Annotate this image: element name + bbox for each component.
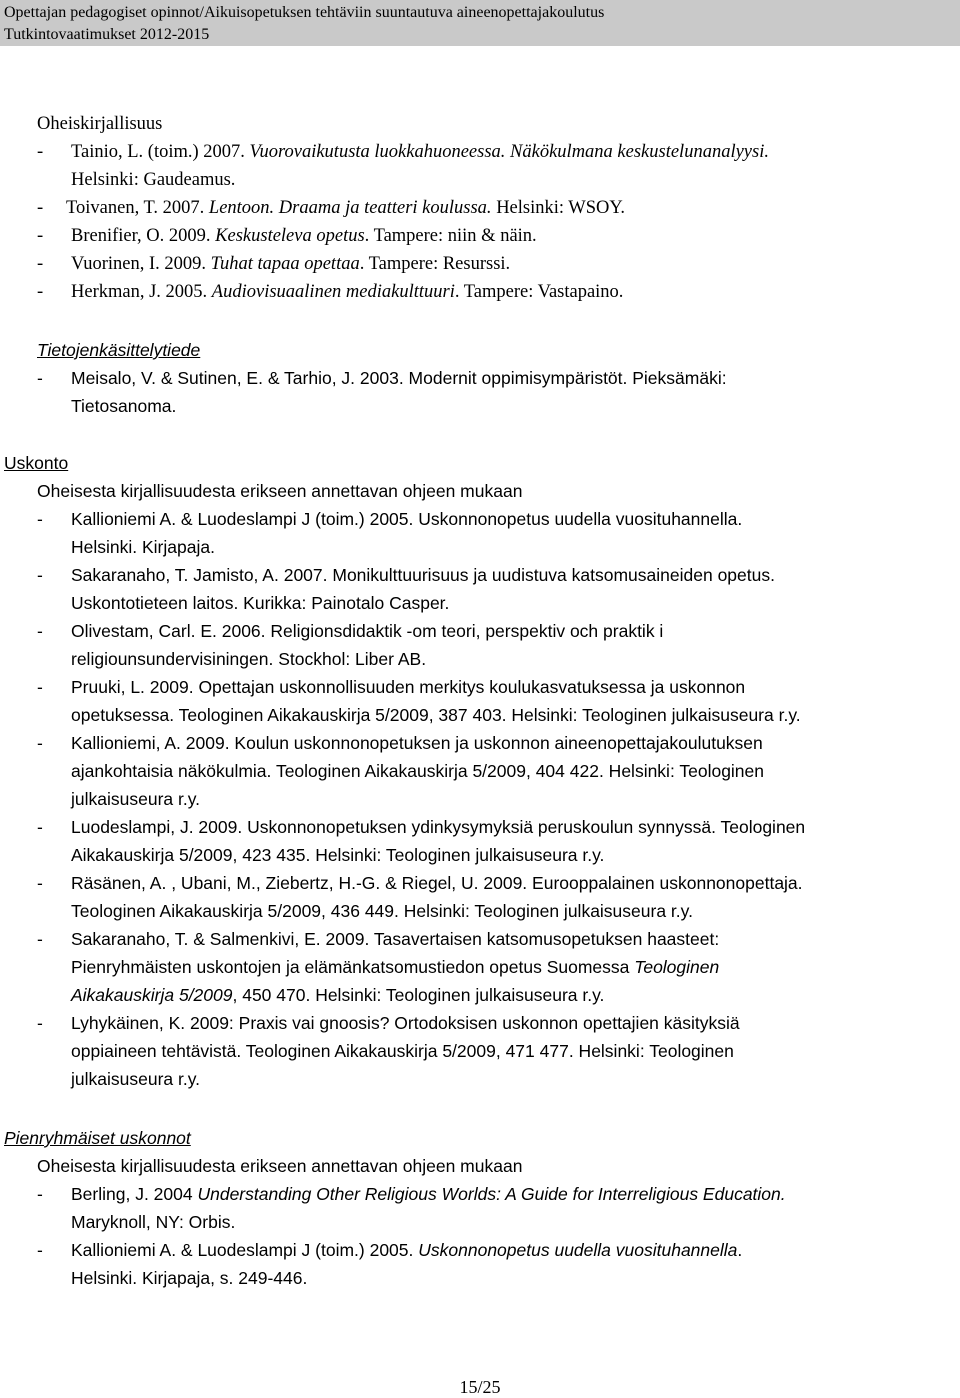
reference-vuorinen: Vuorinen, I. 2009. Tuhat tapaa opettaa. Tampere: Resurssi.: [71, 254, 511, 274]
reference-sakaranaho-jamisto-cont: Uskontotieteen laitos. Kurikka: Painotalo Casper.: [71, 593, 450, 613]
list-dash: -: [37, 873, 43, 893]
list-dash: -: [37, 368, 43, 388]
section-title-uskonto: Uskonto: [4, 453, 69, 473]
reference-toivanen: Toivanen, T. 2007. Lentoon. Draama ja teatteri koulussa. Helsinki: WSOY.: [66, 198, 626, 218]
pienryhma-intro: Oheisesta kirjallisuudesta erikseen annettavan ohjeen mukaan: [37, 1156, 523, 1176]
reference-tainio-publisher: Helsinki: Gaudeamus.: [71, 170, 236, 190]
reference-rasanen-cont: Teologinen Aikakauskirja 5/2009, 436 449. Helsinki: Teologinen julkaisuseura r.y.: [71, 901, 693, 921]
list-dash: -: [37, 817, 43, 837]
list-dash: -: [37, 1184, 43, 1204]
list-dash: -: [37, 509, 43, 529]
list-dash: -: [37, 565, 43, 585]
uskonto-intro: Oheisesta kirjallisuudesta erikseen annettavan ohjeen mukaan: [37, 481, 523, 501]
reference-kallioniemi-luodeslampi-cont: Helsinki. Kirjapaja.: [71, 537, 215, 557]
reference-sakaranaho-salmenkivi-cont: Pienryhmäisten uskontojen ja elämänkatsomustiedon opetus Suomessa Teologinen: [71, 957, 720, 977]
reference-pruuki-cont: opetuksessa. Teologinen Aikakauskirja 5/2009, 387 403. Helsinki: Teologinen julkaisuseura r.y.: [71, 705, 801, 725]
list-dash: -: [37, 621, 43, 641]
list-dash: -: [37, 1013, 43, 1033]
reference-olivestam: Olivestam, Carl. E. 2006. Religionsdidaktik -om teori, perspektiv och praktik i: [71, 621, 664, 641]
reference-kallioniemi-luodeslampi-2: Kallioniemi A. & Luodeslampi J (toim.) 2005. Uskonnonopetus uudella vuosituhannella.: [71, 1240, 743, 1260]
reference-tainio: Tainio, L. (toim.) 2007. Vuorovaikutusta luokkahuoneessa. Näkökulmana keskustelunanalyysi.: [71, 142, 769, 162]
reference-luodeslampi-cont: Aikakauskirja 5/2009, 423 435. Helsinki: Teologinen julkaisuseura r.y.: [71, 845, 605, 865]
section-title-pienryhmaiset-uskonnot: Pienryhmäiset uskonnot: [4, 1128, 191, 1148]
list-dash: -: [37, 254, 44, 274]
reference-sakaranaho-salmenkivi-cont2: Aikakauskirja 5/2009, 450 470. Helsinki: Teologinen julkaisuseura r.y.: [71, 985, 605, 1005]
list-dash: -: [37, 929, 43, 949]
reference-lyhykainen-cont: oppiaineen tehtävistä. Teologinen Aikakauskirja 5/2009, 471 477. Helsinki: Teologinen: [71, 1041, 734, 1061]
header-curriculum-years: Tutkintovaatimukset 2012-2015: [4, 26, 210, 43]
reference-sakaranaho-jamisto: Sakaranaho, T. Jamisto, A. 2007. Monikulttuurisuus ja uudistuva katsomusaineiden opetus.: [71, 565, 775, 585]
list-dash: -: [37, 226, 44, 246]
reference-kallioniemi-2009-cont: ajankohtaisia näkökulmia. Teologinen Aikakauskirja 5/2009, 404 422. Helsinki: Teologinen: [71, 761, 765, 781]
list-dash: -: [37, 1240, 43, 1260]
reference-berling-cont: Maryknoll, NY: Orbis.: [71, 1212, 236, 1232]
reference-pruuki: Pruuki, L. 2009. Opettajan uskonnollisuuden merkitys koulukasvatuksessa ja uskonnon: [71, 677, 746, 697]
page-number: 15/25: [459, 1377, 501, 1397]
reference-meisalo-publisher: Tietosanoma.: [71, 396, 177, 416]
reference-kallioniemi-2009: Kallioniemi, A. 2009. Koulun uskonnonopetuksen ja uskonnon aineenopettajakoulutuksen: [71, 733, 763, 753]
reference-meisalo: Meisalo, V. & Sutinen, E. & Tarhio, J. 2003. Modernit oppimisympäristöt. Pieksämäki:: [71, 368, 727, 388]
reference-herkman: Herkman, J. 2005. Audiovisuaalinen mediakulttuuri. Tampere: Vastapaino.: [71, 282, 624, 302]
list-dash: -: [37, 733, 43, 753]
header-program-title: Opettajan pedagogiset opinnot/Aikuisopetuksen tehtäviin suuntautuva aineenopettajakoulutus: [4, 4, 605, 21]
document-header: [0, 0, 960, 46]
reference-brenifier: Brenifier, O. 2009. Keskusteleva opetus. Tampere: niin & näin.: [71, 226, 537, 246]
reference-sakaranaho-salmenkivi: Sakaranaho, T. & Salmenkivi, E. 2009. Tasavertaisen katsomusopetuksen haasteet:: [71, 929, 720, 949]
list-dash: -: [37, 282, 44, 302]
reference-rasanen: Räsänen, A. , Ubani, M., Ziebertz, H.-G. & Riegel, U. 2009. Eurooppalainen uskonnonopettaja.: [71, 873, 803, 893]
reference-lyhykainen: Lyhykäinen, K. 2009: Praxis vai gnoosis? Ortodoksisen uskonnon opettajien käsityksiä: [71, 1013, 740, 1033]
list-dash: -: [37, 677, 43, 697]
section-title-tietojenkasittelytiede: Tietojenkäsittelytiede: [37, 340, 201, 360]
reference-lyhykainen-cont2: julkaisuseura r.y.: [71, 1069, 201, 1089]
section-title-oheiskirjallisuus: Oheiskirjallisuus: [37, 114, 163, 134]
list-dash: -: [37, 198, 44, 218]
reference-luodeslampi: Luodeslampi, J. 2009. Uskonnonopetuksen ydinkysymyksiä peruskoulun synnyssä. Teologinen: [71, 817, 806, 837]
reference-kallioniemi-luodeslampi: Kallioniemi A. & Luodeslampi J (toim.) 2005. Uskonnonopetus uudella vuosituhannella.: [71, 509, 743, 529]
reference-olivestam-cont: religiounsundervisiningen. Stockhol: Liber AB.: [71, 649, 427, 669]
reference-berling: Berling, J. 2004 Understanding Other Religious Worlds: A Guide for Interreligious Education.: [71, 1184, 786, 1204]
reference-kallioniemi-2009-cont2: julkaisuseura r.y.: [71, 789, 201, 809]
reference-kallioniemi-luodeslampi-2-cont: Helsinki. Kirjapaja, s. 249-446.: [71, 1268, 308, 1288]
list-dash: -: [37, 142, 44, 162]
